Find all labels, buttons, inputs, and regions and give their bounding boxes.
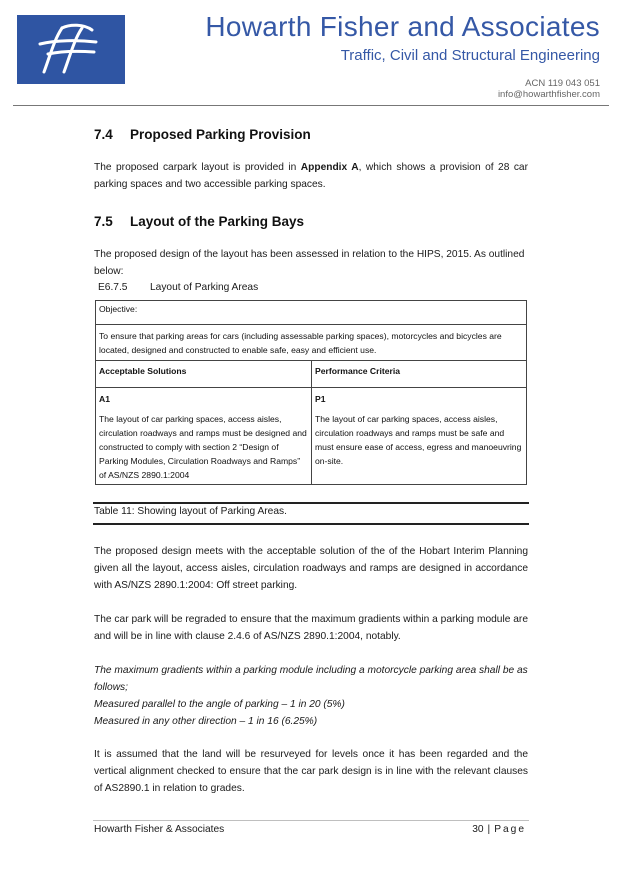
page-number: 30 [472, 824, 484, 835]
company-acn: ACN 119 043 051 [525, 78, 600, 89]
section-75-number: 7.5 [94, 214, 113, 229]
reference-code: E6.7.5 [98, 282, 128, 293]
company-subtitle: Traffic, Civil and Structural Engineering [340, 47, 600, 64]
gradient-quote-parallel: Measured parallel to the angle of parking – 1 in 20 (5%) [94, 699, 345, 710]
table-row [96, 361, 527, 388]
gradient-quote-other: Measured in any other direction – 1 in 16 (6.25%) [94, 716, 318, 727]
reference-title: Layout of Parking Areas [150, 282, 259, 293]
performance-criteria-header: Performance Criteria [312, 361, 527, 388]
section-74-heading [94, 127, 311, 142]
acceptable-solution-code: A1 [99, 394, 110, 404]
section-75-heading [94, 214, 304, 229]
caption-top-rule [93, 502, 529, 504]
section-74-text-after: , which shows a provision of 28 car parking spaces and two accessible parking spaces. [94, 162, 528, 190]
section-74-title: Proposed Parking Provision [130, 127, 311, 142]
section-75-intro: The proposed design of the layout has been assessed in relation to the HIPS, 2015. As outlined below: [94, 249, 525, 277]
footer-divider [93, 820, 529, 821]
appendix-a-reference: Appendix A [300, 162, 359, 173]
table-row [96, 301, 527, 325]
header-divider [13, 105, 609, 106]
performance-criteria-text: The layout of car parking spaces, access aisles, circulation roadways and ramps must be safe and must ensure ease of access, egress and manoeuvring on-site. [315, 414, 522, 466]
hf-monogram-icon [26, 22, 116, 78]
section-74-paragraph [94, 159, 528, 193]
table-row [96, 388, 527, 485]
planning-reference [98, 282, 258, 293]
company-email: info@howarthfisher.com [497, 89, 600, 100]
resurvey-paragraph: It is assumed that the land will be resurveyed for levels once it has been regarded and the vertical alignment checked to ensure that the car park design is in line with the relevant clauses of AS2890.1 in relation to grades. [94, 749, 528, 794]
footer-company: Howarth Fisher & Associates [94, 824, 225, 835]
section-74-number: 7.4 [94, 127, 113, 142]
design-compliance-paragraph: The proposed design meets with the acceptable solution of the of the Hobart Interim Planning given all the layout, access aisles, circulation roadways and ramps are designed in accordance with AS/NZS 2890.1:2004: Off street parking. [94, 546, 528, 591]
company-name: Howarth Fisher and Associates [205, 11, 600, 42]
footer-page-number [472, 824, 526, 835]
performance-criteria-cell [312, 388, 527, 485]
page-word: Page [494, 824, 526, 835]
acceptable-solution-cell [96, 388, 312, 485]
section-74-text-before: The proposed carpark layout is provided in [94, 162, 301, 173]
acceptable-solutions-header: Acceptable Solutions [96, 361, 312, 388]
hf-logo-icon [17, 15, 125, 84]
table-caption: Table 11: Showing layout of Parking Areas. [94, 506, 287, 517]
section-75-title: Layout of the Parking Bays [130, 214, 305, 229]
caption-bottom-rule [93, 523, 529, 525]
table-row [96, 325, 527, 361]
objective-text-cell: To ensure that parking areas for cars (including assessable parking spaces), motorcycles and bicycles are located, designed and constructed to enable safe, easy and efficient use. [96, 325, 527, 361]
acceptable-solution-text: The layout of car parking spaces, access aisles, circulation roadways and ramps must be designed and constructed to comply with section 2 “Design of Parking Modules, Circulation Roadways and Ramps” of AS/NZS 2890.1:2004 [99, 414, 307, 480]
objective-label-cell: Objective: [96, 301, 527, 325]
regrade-paragraph: The car park will be regraded to ensure that the maximum gradients within a parking module are and will be in line with clause 2.4.6 of AS/NZS 2890.1:2004, notably. [94, 614, 528, 642]
performance-criteria-code: P1 [315, 394, 326, 404]
page-separator: | [487, 824, 491, 835]
gradient-quote-intro: The maximum gradients within a parking module including a motorcycle parking area shall be as follows; [94, 665, 528, 693]
parking-layout-table [95, 300, 527, 485]
